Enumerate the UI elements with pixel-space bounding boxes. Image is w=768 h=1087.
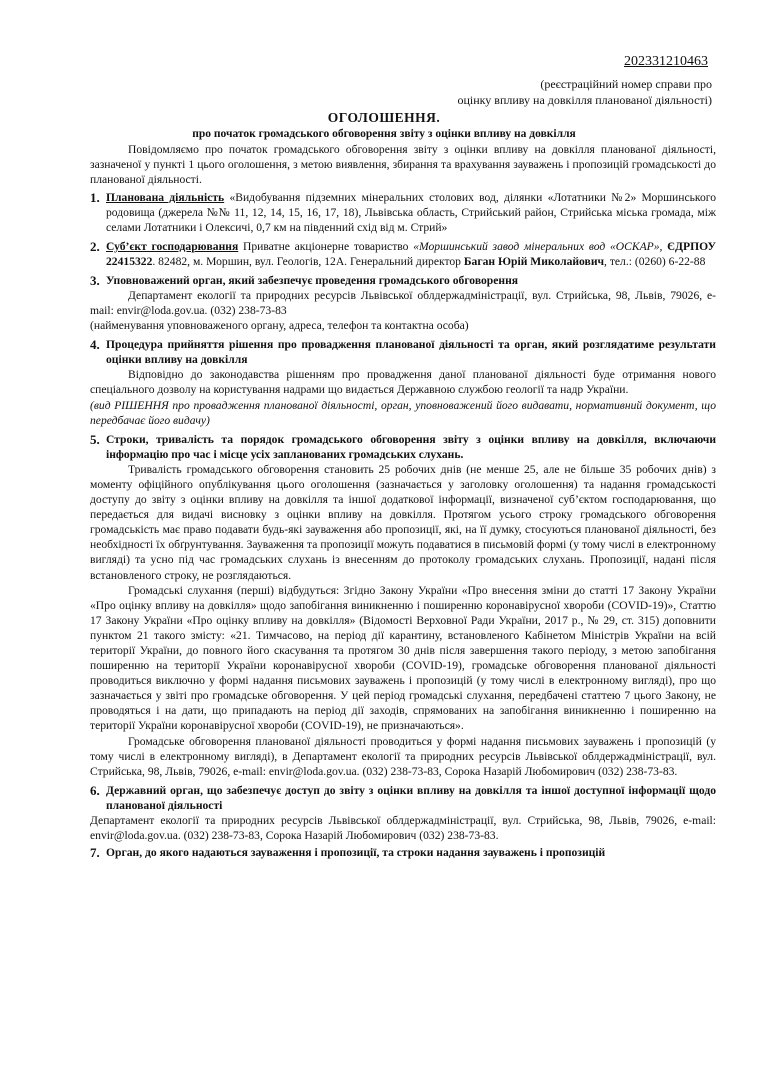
section-5-paragraph-1: Тривалість громадського обговорення становить 25 робочих днів (не менше 25, але не більше 35 робочих днів) з моменту офіційного опублікування цього оголошення (зазначається у заголовку оголошення) та надання громадськості доступу до звіту з оцінки впливу на довкілля та іншої додаткової інформації, визначеної суб’єктом господарювання, що передається для видачі висновку з оцінки впливу на довкілля. Протягом усього строку громадського обговорення громадськість має право подавати будь-які зауваження або пропозиції, які, на її думку, стосуються планованої діяльності, без необхідності їх обґрунтування. Зауваження та пропозиції можуть подаватися в письмовій формі (у тому числі в електронному вигляді) та усно під час громадських слухань із внесенням до протоколу громадських слухань. Пропозиції, надані після встановленого строку, не розглядаються. xyxy=(90,462,716,582)
announcement-subtitle: про початок громадського обговорення звіту з оцінки впливу на довкілля xyxy=(192,128,576,140)
section-5-heading: Строки, тривалість та порядок громадського обговорення звіту з оцінки впливу на довкілля, включаючи інформацію про час і місце усіх запланованих громадських слухань. xyxy=(106,432,716,461)
registration-number: 202331210463 xyxy=(624,54,708,69)
section-5-paragraph-3: Громадське обговорення планованої діяльності проводиться у формі надання письмових зауважень і пропозицій (у тому числі в електронному вигляді), в Департамент екології та природних ресурсів Львівської облдержадміністрації, вул. Стрийська, 98, Львів, 79026, e-mail: envir@loda.gov.ua. (032) 238-73-83, Сорока Назарій Любомирович (032) 238-73-83. xyxy=(90,734,716,778)
section-3 xyxy=(90,273,716,288)
section-1-text: «Видобування підземних мінеральних столових вод, ділянки «Лотатники №2» Моршинського родовища (джерела №№ 11, 12, 14, 15, 16, 17, 18), Львівська область, Стрийський район, Стрийська міська громада, між селами Лотатники і Олексичі, 0,7 км на південний схід від м. Стрий» xyxy=(106,191,717,235)
announcement-title: ОГОЛОШЕННЯ. xyxy=(327,110,441,125)
section-2-text1: Приватне акціонерне товариство xyxy=(242,239,409,253)
section-2-text2: . 82482, м. Моршин, вул. Геологів, 12А. Генеральний директор xyxy=(152,254,461,268)
section-6-number: 6. xyxy=(90,782,100,798)
section-1 xyxy=(90,190,716,235)
section-4-note: (вид РІШЕННЯ про провадження планованої діяльності, орган, уповноважений його видавати, нормативний документ, що передбачає його видачу) xyxy=(90,398,716,427)
section-5-paragraph-2: Громадські слухання (перші) відбудуться: Згідно Закону України «Про внесення зміни до статті 17 Закону України «Про оцінку впливу на довкілля» щодо запобігання виникненню і поширенню коронавірусної хвороби (COVID-19)», Статтю 17 Закону України «Про оцінку впливу на довкілля» (Відомості Верховної Ради України, 2017 р., № 29, ст. 315) доповнити пунктом 21 такого змісту: «21. Тимчасово, на період дії карантину, встановленого Кабінетом Міністрів України на всій території України, до повного його скасування та протягом 30 днів після завершення такого періоду, з метою запобігання поширенню на території України коронавірусної хвороби (COVID-19), громадське обговорення планованої діяльності проводиться виключно у формі надання письмових зауважень і пропозицій (у тому числі в електронному вигляді), про що зазначається у звіті про громадське обговорення. У цей період громадські слухання, передбачені статтею 7 цього Закону, не проводяться і на дати, що припадають на період дії заходів, спрямованих на запобігання виникненню і поширенню на території України коронавірусної хвороби (COVID-19), не призначаються». xyxy=(90,583,716,733)
announcement-body xyxy=(90,142,716,860)
section-6-text: Департамент екології та природних ресурсів Львівської облдержадміністрації, вул. Стрийська, 98, Львів, 79026, e-mail: envir@loda.gov.ua. (032) 238-73-83, Сорока Назарій Любомирович (032) 238-73-83. xyxy=(90,814,716,843)
section-7-heading: Орган, до якого надаються зауваження і пропозиції, та строки надання зауважень і пропозицій xyxy=(106,846,606,860)
section-2-number: 2. xyxy=(90,238,100,254)
section-4 xyxy=(90,337,716,367)
section-4-number: 4. xyxy=(90,337,100,353)
registration-note-line2: оцінку впливу на довкілля планованої діяльності) xyxy=(457,93,712,107)
section-3-text: Департамент екології та природних ресурсів Львівської облдержадміністрації, вул. Стрийська, 98, Львів, 79026, e-mail: envir@loda.gov.ua. (032) 238-73-83 xyxy=(90,288,716,317)
section-3-heading: Уповноважений орган, який забезпечує проведення громадського обговорення xyxy=(106,273,519,287)
intro-paragraph: Повідомляємо про початок громадського обговорення звіту з оцінки впливу на довкілля планованої діяльності, зазначеної у пункті 1 цього оголошення, з метою виявлення, збирання та врахування зауважень і пропозицій громадськості до планованої діяльності. xyxy=(90,143,716,187)
section-4-heading: Процедура прийняття рішення про провадження планованої діяльності та орган, який розглядатиме результати оцінки впливу на довкілля xyxy=(106,338,716,367)
section-2-director: Баган Юрій Миколайович xyxy=(463,254,605,268)
section-5 xyxy=(90,432,716,462)
section-1-heading: Планована діяльність xyxy=(106,191,225,205)
section-6-heading: Державний орган, що забезпечує доступ до звіту з оцінки впливу на довкілля та іншої доступної інформації щодо планованої діяльності xyxy=(106,783,716,812)
section-2-text3: , тел.: (0260) 6-22-88 xyxy=(604,254,706,268)
section-2-company: «Моршинський завод мінеральних вод «ОСКАР», xyxy=(413,239,663,253)
section-3-number: 3. xyxy=(90,272,100,288)
section-7-number: 7. xyxy=(90,845,100,861)
section-2 xyxy=(90,239,716,269)
section-4-text: Відповідно до законодавства рішенням про провадження даної планованої діяльності буде отримання нового спеціального дозволу на користування надрами що видається Державною службою геології та надр України. xyxy=(90,368,716,397)
registration-note-line1: (реєстраційний номер справи про xyxy=(540,77,712,91)
section-7 xyxy=(90,845,716,860)
section-6 xyxy=(90,783,716,813)
section-3-note: (найменування уповноваженого органу, адреса, телефон та контактна особа) xyxy=(90,319,469,333)
section-1-number: 1. xyxy=(90,190,100,206)
section-2-edrpou: ЄДРПОУ 22415322 xyxy=(106,239,716,268)
section-2-heading: Суб’єкт господарювання xyxy=(106,239,239,253)
section-5-number: 5. xyxy=(90,431,100,447)
registration-note xyxy=(457,76,712,108)
